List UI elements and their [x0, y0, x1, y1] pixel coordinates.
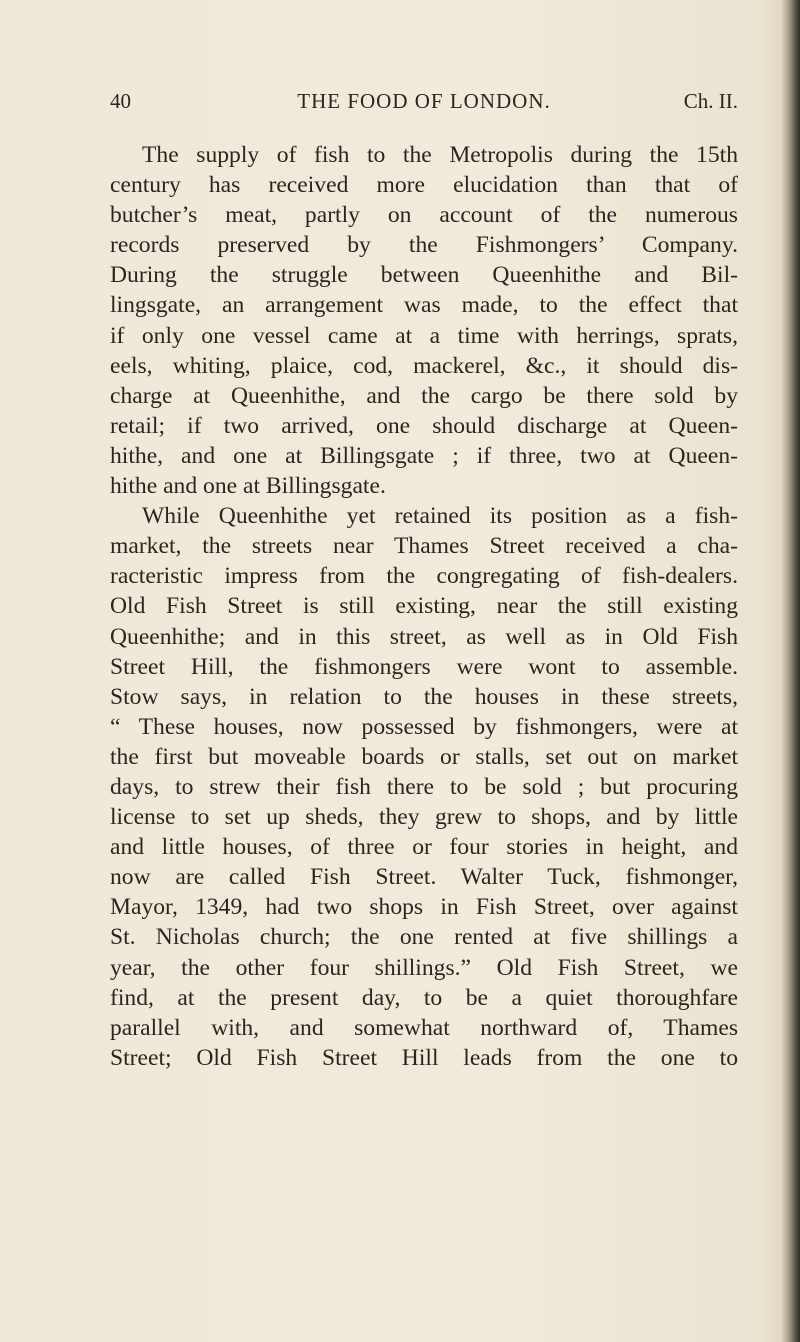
text-line: Stow says, in relation to the houses in these streets,	[110, 683, 738, 710]
text-line: if only one vessel came at a time with herrings, sprats,	[110, 322, 738, 349]
text-line: year, the other four shillings.” Old Fish Street, we	[110, 954, 738, 981]
text-line: records preserved by the Fishmongers’ Company.	[110, 232, 738, 259]
text-line: the first but moveable boards or stalls, set out on market	[110, 743, 738, 770]
text-line: Mayor, 1349, had two shops in Fish Street, over against	[110, 894, 738, 921]
text-line: While Queenhithe yet retained its position as a fish-	[142, 503, 738, 530]
text-line: eels, whiting, plaice, cod, mackerel, &c., it should dis-	[110, 352, 738, 379]
text-line: butcher’s meat, partly on account of the numerous	[110, 202, 738, 229]
text-line: market, the streets near Thames Street received a cha-	[110, 533, 738, 560]
text-line: license to set up sheds, they grew to shops, and by little	[110, 804, 738, 831]
text-line: hithe and one at Billingsgate.	[110, 473, 386, 500]
running-head	[110, 86, 738, 116]
page-binding-edge	[782, 0, 800, 1342]
text-line: “ These houses, now possessed by fishmongers, were at	[110, 713, 738, 740]
text-line: lingsgate, an arrangement was made, to the effect that	[110, 292, 738, 319]
text-line: century has received more elucidation than that of	[110, 172, 738, 199]
chapter-reference: Ch. II.	[683, 89, 738, 113]
page-number: 40	[110, 89, 131, 113]
text-line: Street Hill, the fishmongers were wont to assemble.	[110, 653, 738, 680]
text-line: The supply of fish to the Metropolis during the 15th	[142, 142, 738, 168]
text-line: Old Fish Street is still existing, near the still existing	[110, 593, 738, 620]
text-line: Queenhithe; and in this street, as well as in Old Fish	[110, 623, 738, 650]
body-text	[110, 140, 738, 1073]
text-line: find, at the present day, to be a quiet thoroughfare	[110, 984, 738, 1011]
text-line: now are called Fish Street. Walter Tuck, fishmonger,	[110, 864, 738, 891]
text-line: parallel with, and somewhat northward of, Thames	[110, 1014, 738, 1041]
text-line: St. Nicholas church; the one rented at five shillings a	[110, 924, 738, 951]
text-line: Street; Old Fish Street Hill leads from the one to	[110, 1044, 738, 1071]
text-line: hithe, and one at Billingsgate ; if three, two at Queen-	[110, 442, 738, 469]
running-title: THE FOOD OF LONDON.	[297, 89, 551, 113]
text-line: charge at Queenhithe, and the cargo be there sold by	[110, 382, 738, 409]
text-line: retail; if two arrived, one should discharge at Queen-	[110, 412, 738, 439]
text-line: During the struggle between Queenhithe and Bil-	[110, 262, 738, 289]
text-line: days, to strew their fish there to be sold ; but procuring	[110, 773, 738, 800]
text-line: racteristic impress from the congregating of fish-dealers.	[110, 563, 738, 590]
text-line: and little houses, of three or four stories in height, and	[110, 834, 738, 861]
